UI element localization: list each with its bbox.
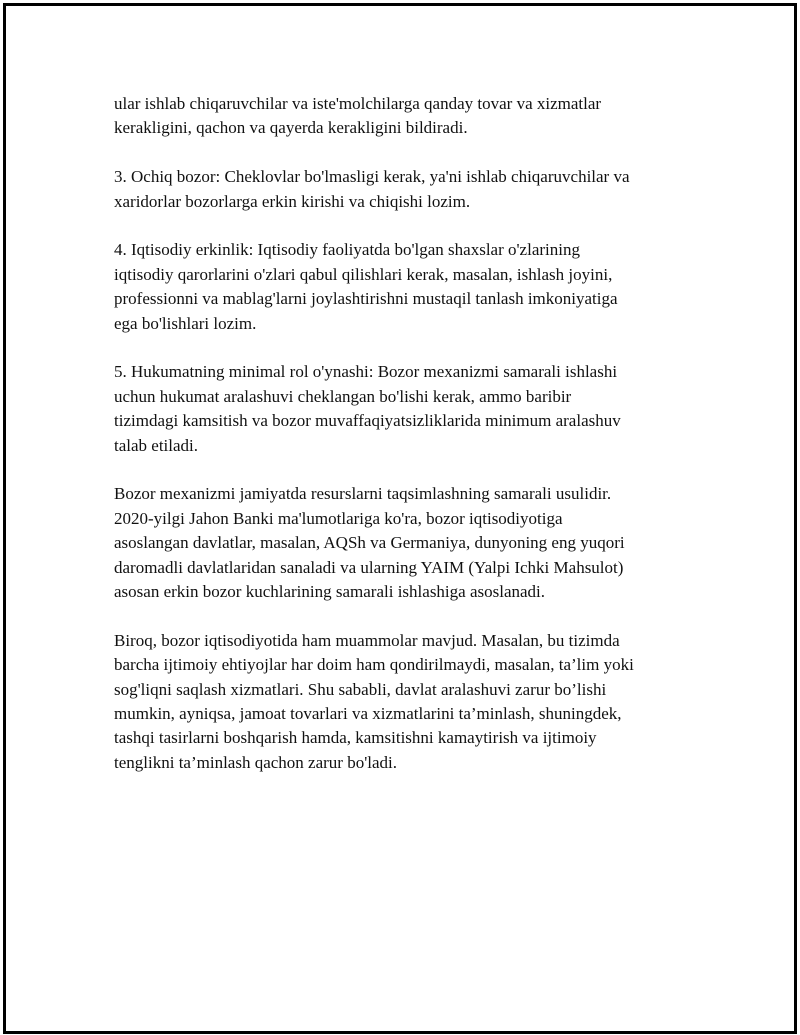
text-line: professionni va mablag'larni joylashtirishni mustaqil tanlash imkoniyatiga	[114, 289, 618, 309]
text-line: barcha ijtimoiy ehtiyojlar har doim ham qondirilmaydi, masalan, ta’lim yoki	[114, 655, 634, 675]
text-line: Bozor mexanizmi jamiyatda resurslarni taqsimlashning samarali usulidir.	[114, 484, 612, 504]
paragraph-market-signals	[114, 92, 694, 141]
text-line: ular ishlab chiqaruvchilar va iste'molchilarga qanday tovar va xizmatlar	[114, 94, 602, 113]
text-line: tenglikni ta’minlash qachon zarur bo'ladi.	[114, 752, 398, 772]
paragraph-open-market	[114, 165, 694, 214]
text-line: iqtisodiy qarorlarini o'zlari qabul qilishlari kerak, masalan, ishlash joyini,	[114, 264, 613, 284]
text-line: mumkin, ayniqsa, jamoat tovarlari va xizmatlarini ta’minlash, shuningdek,	[114, 704, 622, 724]
text-line: 2020-yilgi Jahon Banki ma'lumotlariga ko'ra, bozor iqtisodiyotiga	[114, 508, 563, 528]
text-line: tizimdagi kamsitish va bozor muvaffaqiyatsizliklarida minimum aralashuv	[114, 411, 621, 431]
paragraph-minimal-government	[114, 360, 694, 458]
paragraph-economic-freedom	[114, 238, 694, 336]
text-line: sog'liqni saqlash xizmatlari. Shu sababli, davlat aralashuvi zarur bo’lishi	[114, 679, 607, 699]
text-line: uchun hukumat aralashuvi cheklangan bo'lishi kerak, ammo baribir	[114, 386, 572, 406]
text-line: 3. Ochiq bozor: Cheklovlar bo'lmasligi kerak, ya'ni ishlab chiqaruvchilar va	[114, 167, 630, 187]
text-line: daromadli davlatlaridan sanaladi va ularning YAIM (Yalpi Ichki Mahsulot)	[114, 557, 624, 577]
text-line: Biroq, bozor iqtisodiyotida ham muammolar mavjud. Masalan, bu tizimda	[114, 630, 620, 650]
text-line: kerakligini, qachon va qayerda kerakligini bildiradi.	[114, 118, 468, 138]
text-line: 4. Iqtisodiy erkinlik: Iqtisodiy faoliyatda bo'lgan shaxslar o'zlarining	[114, 240, 580, 260]
text-line: ega bo'lishlari lozim.	[114, 313, 257, 333]
text-line: asoslangan davlatlar, masalan, AQSh va Germaniya, dunyoning eng yuqori	[114, 533, 625, 553]
text-line: talab etiladi.	[114, 435, 199, 455]
text-line: tashqi tasirlarni boshqarish hamda, kamsitishni kamaytirish va ijtimoiy	[114, 728, 597, 748]
paragraph-market-problems	[114, 629, 694, 775]
document-body	[114, 92, 694, 800]
text-line: 5. Hukumatning minimal rol o'ynashi: Bozor mexanizmi samarali ishlashi	[114, 362, 618, 382]
paragraph-market-mechanism	[114, 482, 694, 604]
text-line: asosan erkin bozor kuchlarining samarali ishlashiga asoslanadi.	[114, 582, 546, 602]
text-line: xaridorlar bozorlarga erkin kirishi va chiqishi lozim.	[114, 191, 471, 211]
